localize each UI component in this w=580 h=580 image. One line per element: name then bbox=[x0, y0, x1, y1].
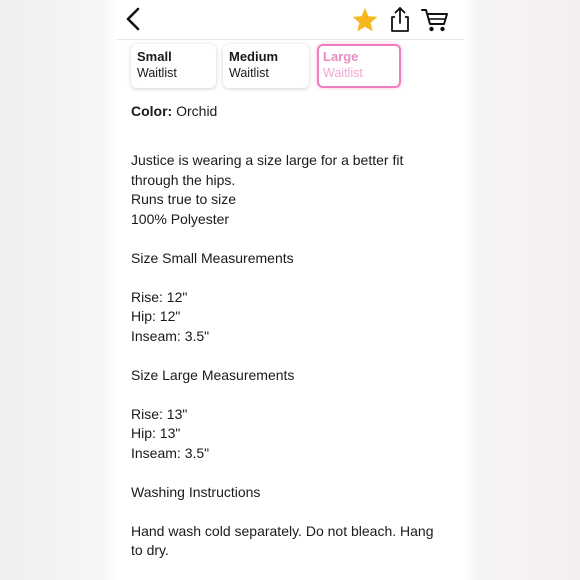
size-selector bbox=[131, 44, 451, 88]
cart-icon[interactable] bbox=[421, 7, 449, 33]
share-icon[interactable] bbox=[389, 5, 411, 33]
chevron-left-icon[interactable] bbox=[123, 6, 145, 32]
blank-line bbox=[131, 346, 451, 366]
blank-line bbox=[131, 502, 451, 522]
size-name: Medium bbox=[229, 49, 279, 64]
description-line: through the hips. bbox=[131, 171, 236, 188]
measurement-heading-large: Size Large Measurements bbox=[131, 366, 295, 383]
product-detail-screen bbox=[117, 0, 464, 580]
product-description bbox=[131, 151, 451, 561]
size-availability: Waitlist bbox=[229, 66, 269, 80]
blank-line bbox=[131, 385, 451, 405]
color-info bbox=[131, 101, 217, 121]
measurement-hip-large: Hip: 13" bbox=[131, 425, 181, 441]
measurement-hip-small: Hip: 12" bbox=[131, 308, 181, 324]
star-icon[interactable] bbox=[351, 6, 379, 34]
size-availability: Waitlist bbox=[137, 66, 177, 80]
washing-instruction-line: Hand wash cold separately. Do not bleach. Hang bbox=[131, 522, 434, 539]
blank-line bbox=[131, 268, 451, 288]
measurement-inseam-large: Inseam: 3.5" bbox=[131, 444, 210, 461]
blank-line bbox=[131, 463, 451, 483]
measurement-inseam-small: Inseam: 3.5" bbox=[131, 327, 210, 344]
measurement-heading-small: Size Small Measurements bbox=[131, 249, 294, 266]
measurement-rise-small: Rise: 12" bbox=[131, 288, 188, 305]
color-value: Orchid bbox=[176, 103, 218, 119]
color-label: Color: bbox=[131, 103, 173, 119]
size-name: Large bbox=[323, 49, 359, 64]
size-availability: Waitlist bbox=[323, 66, 363, 80]
measurement-rise-large: Rise: 13" bbox=[131, 405, 188, 422]
description-line: Justice is wearing a size large for a better fit bbox=[131, 152, 404, 168]
washing-heading: Washing Instructions bbox=[131, 483, 261, 500]
size-name: Small bbox=[137, 49, 172, 64]
size-option-large[interactable] bbox=[317, 44, 401, 88]
blank-line bbox=[131, 229, 451, 249]
washing-instruction-line: to dry. bbox=[131, 542, 169, 558]
top-navigation-bar bbox=[117, 0, 464, 40]
description-line: 100% Polyester bbox=[131, 210, 230, 227]
size-option-medium[interactable] bbox=[223, 44, 309, 88]
description-line: Runs true to size bbox=[131, 191, 237, 207]
size-option-small[interactable] bbox=[131, 44, 216, 88]
